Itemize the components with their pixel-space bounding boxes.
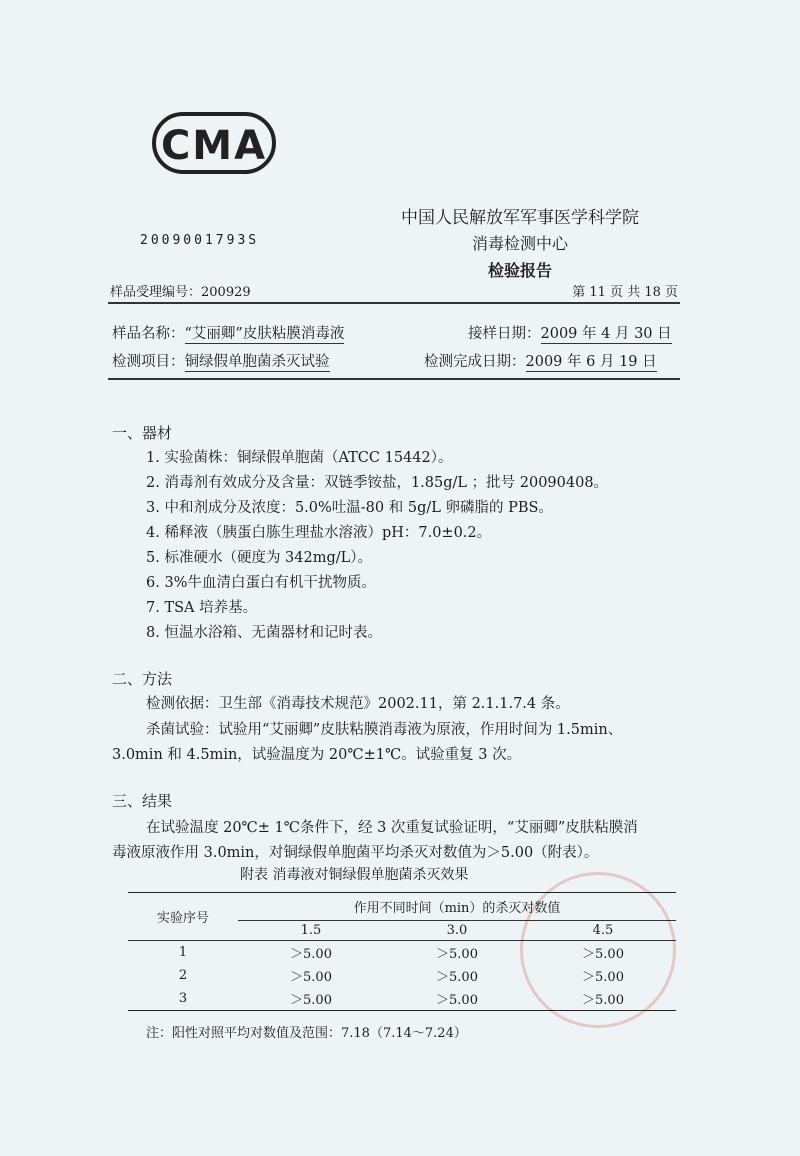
test-item-label: 检测项目： (112, 354, 185, 370)
table-note: 注：阳性对照平均对数值及范围：7.18（7.14～7.24） (146, 1026, 467, 1041)
test-item-row (112, 350, 330, 371)
received-date-row (468, 322, 672, 343)
cell-value: ＞5.00 (582, 947, 624, 962)
divider-top (108, 302, 680, 304)
table-row (128, 941, 676, 965)
results-heading: 三、结果 (112, 792, 173, 810)
sample-name-value: “艾丽卿”皮肤粘膜消毒液 (184, 326, 345, 342)
sample-number-label: 样品受理编号： (110, 285, 202, 300)
cell-value: ＞5.00 (384, 987, 530, 1011)
col-header-sample: 实验序号 (128, 893, 238, 941)
results-line2: 毒液原液作用 3.0min，对铜绿假单胞菌平均杀灭对数值为＞5.00（附表）。 (112, 845, 599, 861)
table-row (128, 964, 676, 987)
test-item-value: 铜绿假单胞菌杀灭试验 (184, 354, 330, 370)
col-header-time: 3.0 (384, 921, 530, 941)
received-date-value: 2009 年 4 月 30 日 (540, 326, 672, 342)
material-item: 6. 3%牛血清白蛋白有机干扰物质。 (146, 575, 376, 591)
completed-date-row (424, 350, 657, 371)
material-item: 2. 消毒剂有效成分及含量：双链季铵盐，1.85g/L ；批号 20090408。 (146, 475, 609, 491)
material-item: 8. 恒温水浴箱、无菌器材和记时表。 (146, 625, 382, 641)
results-table (128, 892, 676, 1011)
completed-date-label: 检测完成日期： (424, 354, 526, 370)
table-header-row (128, 893, 676, 921)
certificate-number: 2009001793S (140, 233, 260, 248)
completed-date-value: 2009 年 6 月 19 日 (525, 354, 657, 370)
received-date-label: 接样日期： (468, 326, 541, 342)
sample-name-row (112, 322, 344, 343)
table-caption: 附表 消毒液对铜绿假单胞菌杀灭效果 (240, 867, 469, 883)
col-header-time: 4.5 (530, 921, 676, 941)
method-heading: 二、方法 (112, 670, 173, 688)
cell-value: ＞5.00 (290, 970, 332, 985)
cell-value: ＞5.00 (238, 987, 384, 1011)
method-test-line1: 杀菌试验：试验用“艾丽卿”皮肤粘膜消毒液为原液，作用时间为 1.5min、 (146, 722, 623, 738)
report-title: 检验报告 (487, 261, 552, 280)
material-item: 5. 标准硬水（硬度为 342mg/L）。 (146, 550, 373, 566)
sample-number-value: 200929 (201, 285, 251, 300)
sample-number (110, 281, 251, 300)
divider-info (108, 378, 680, 380)
cell-value: ＞5.00 (436, 947, 478, 962)
center-name: 消毒检测中心 (471, 234, 568, 253)
method-basis: 检测依据：卫生部《消毒技术规范》2002.11，第 2.1.1.7.4 条。 (146, 696, 570, 712)
material-item: 1. 实验菌株：铜绿假单胞菌（ATCC 15442）。 (146, 450, 453, 466)
cma-logo: CMA (152, 112, 276, 174)
page-info: 第 11 页 共 18 页 (572, 285, 678, 300)
table-row (128, 987, 676, 1011)
cell-value: ＞5.00 (530, 987, 676, 1011)
method-test-line2: 3.0min 和 4.5min，试验温度为 20℃±1℃。试验重复 3 次。 (112, 747, 522, 763)
material-item: 7. TSA 培养基。 (146, 600, 258, 616)
col-header-time: 1.5 (238, 921, 384, 941)
sample-name-label: 样品名称： (112, 326, 185, 342)
row-id: 3 (128, 987, 238, 1011)
row-id: 2 (178, 968, 188, 983)
results-line1: 在试验温度 20℃± 1℃条件下，经 3 次重复试验证明，“艾丽卿”皮肤粘膜消 (146, 820, 638, 836)
cell-value: ＞5.00 (436, 970, 478, 985)
cell-value: ＞5.00 (290, 947, 332, 962)
row-id: 1 (178, 945, 188, 960)
col-header-time-group: 作用不同时间（min）的杀灭对数值 (238, 893, 676, 921)
materials-heading: 一、器材 (112, 424, 173, 442)
cell-value: ＞5.00 (582, 970, 624, 985)
material-item: 4. 稀释液（胰蛋白胨生理盐水溶液）pH：7.0±0.2。 (146, 525, 492, 541)
material-item: 3. 中和剂成分及浓度：5.0%吐温-80 和 5g/L 卵磷脂的 PBS。 (146, 500, 553, 516)
organization-name: 中国人民解放军军事医学科学院 (401, 208, 639, 228)
